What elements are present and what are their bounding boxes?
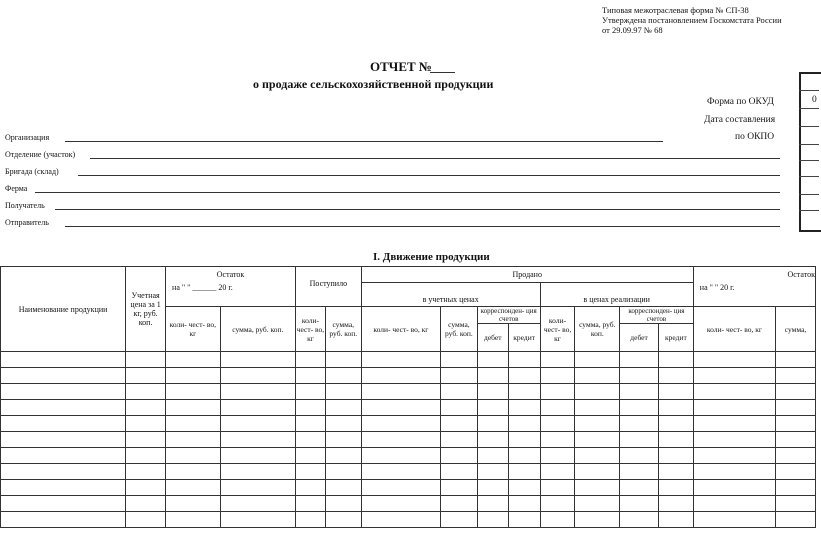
table-cell[interactable] (540, 400, 575, 416)
col-end-qty: коли- чест- во, кг (693, 307, 775, 352)
header-balance-start (166, 267, 296, 283)
table-cell[interactable] (693, 432, 775, 448)
table-cell[interactable] (620, 496, 659, 512)
table-cell[interactable] (1, 416, 126, 432)
table-cell[interactable] (220, 416, 295, 432)
table-cell[interactable] (361, 448, 440, 464)
table-cell[interactable] (658, 464, 693, 480)
table-row (1, 496, 816, 512)
table-cell[interactable] (693, 352, 775, 368)
table-cell[interactable] (508, 448, 540, 464)
table-cell[interactable] (441, 384, 478, 400)
table-cell[interactable] (776, 384, 816, 400)
codes-row-divider (799, 90, 819, 91)
section-title: I. Движение продукции (373, 251, 490, 263)
table-cell[interactable] (441, 416, 478, 432)
table-cell[interactable] (166, 480, 221, 496)
table-cell[interactable] (508, 432, 540, 448)
table-cell[interactable] (220, 512, 295, 528)
table-cell[interactable] (776, 512, 816, 528)
table-cell[interactable] (126, 400, 166, 416)
table-cell[interactable] (325, 400, 361, 416)
table-cell[interactable] (325, 352, 361, 368)
codes-row-divider (799, 176, 819, 177)
table-cell[interactable] (166, 416, 221, 432)
col-acc-sum: сумма, руб. коп. (441, 307, 478, 352)
table-cell[interactable] (776, 480, 816, 496)
table-cell[interactable] (575, 448, 620, 464)
table-cell[interactable] (575, 496, 620, 512)
table-cell[interactable] (1, 480, 126, 496)
table-cell[interactable] (477, 400, 508, 416)
table-cell[interactable] (126, 464, 166, 480)
col-received-qty: коли- чест- во, кг (296, 307, 326, 352)
table-cell[interactable] (325, 480, 361, 496)
table-cell[interactable] (1, 496, 126, 512)
table-cell[interactable] (441, 448, 478, 464)
table-cell[interactable] (620, 400, 659, 416)
balance-end-label: Остаток (787, 270, 815, 280)
table-row (1, 448, 816, 464)
table-cell[interactable] (441, 432, 478, 448)
table-cell[interactable] (1, 368, 126, 384)
col-real-sum: сумма, руб. коп. (575, 307, 620, 352)
table-cell[interactable] (296, 416, 326, 432)
table-cell[interactable] (508, 480, 540, 496)
codes-row-divider (799, 108, 819, 109)
table-cell[interactable] (296, 352, 326, 368)
table-cell[interactable] (575, 464, 620, 480)
table-cell[interactable] (441, 464, 478, 480)
table-cell[interactable] (620, 416, 659, 432)
table-cell[interactable] (658, 480, 693, 496)
table-cell[interactable] (1, 432, 126, 448)
table-cell[interactable] (220, 352, 295, 368)
table-cell[interactable] (508, 352, 540, 368)
table-cell[interactable] (508, 368, 540, 384)
header-product-name: Наименование продукции (1, 267, 126, 352)
table-cell[interactable] (776, 496, 816, 512)
col-acc-corr: корреспонден- ция счетов (477, 307, 540, 324)
header-received: Поступило (296, 267, 362, 307)
recipient-field[interactable] (55, 209, 780, 210)
farm-label: Ферма (5, 184, 28, 193)
table-cell[interactable] (620, 432, 659, 448)
table-cell[interactable] (620, 384, 659, 400)
table-cell[interactable] (361, 352, 440, 368)
table-cell[interactable] (296, 432, 326, 448)
table-cell[interactable] (1, 352, 126, 368)
table-cell[interactable] (620, 352, 659, 368)
table-cell[interactable] (220, 464, 295, 480)
table-cell[interactable] (441, 512, 478, 528)
table-cell[interactable] (540, 432, 575, 448)
table-cell[interactable] (166, 400, 221, 416)
table-cell[interactable] (325, 496, 361, 512)
table-cell[interactable] (166, 496, 221, 512)
report-subtitle: о продаже сельскохозяйственной продукции (253, 77, 494, 91)
table-cell[interactable] (166, 368, 221, 384)
table-cell[interactable] (540, 384, 575, 400)
table-cell[interactable] (776, 464, 816, 480)
sender-field[interactable] (65, 226, 780, 227)
table-cell[interactable] (776, 432, 816, 448)
table-cell[interactable] (620, 464, 659, 480)
table-cell[interactable] (166, 464, 221, 480)
table-cell[interactable] (296, 368, 326, 384)
okud-label: Форма по ОКУД (707, 97, 774, 107)
table-cell[interactable] (477, 368, 508, 384)
table-cell[interactable] (693, 368, 775, 384)
table-row (1, 384, 816, 400)
report-title: ОТЧЕТ № (370, 59, 432, 74)
table-cell[interactable] (658, 400, 693, 416)
table-cell[interactable] (620, 368, 659, 384)
table-cell[interactable] (477, 416, 508, 432)
col-end-sum: сумма, (776, 307, 816, 352)
table-cell[interactable] (361, 496, 440, 512)
table-cell[interactable] (361, 400, 440, 416)
table-cell[interactable] (776, 416, 816, 432)
table-cell[interactable] (126, 496, 166, 512)
table-cell[interactable] (693, 480, 775, 496)
table-cell[interactable] (540, 352, 575, 368)
table-cell[interactable] (776, 368, 816, 384)
sender-label: Отправитель (5, 218, 49, 227)
table-cell[interactable] (325, 432, 361, 448)
table-cell[interactable] (126, 432, 166, 448)
table-cell[interactable] (658, 384, 693, 400)
table-cell[interactable] (126, 368, 166, 384)
table-cell[interactable] (575, 352, 620, 368)
table-cell[interactable] (296, 512, 326, 528)
table-cell[interactable] (220, 480, 295, 496)
table-cell[interactable] (540, 464, 575, 480)
table-cell[interactable] (477, 352, 508, 368)
table-row (1, 352, 816, 368)
table-cell[interactable] (540, 512, 575, 528)
table-cell[interactable] (325, 384, 361, 400)
table-cell[interactable] (620, 480, 659, 496)
table-cell[interactable] (540, 368, 575, 384)
table-cell[interactable] (693, 512, 775, 528)
brigade-field[interactable] (78, 175, 780, 176)
table-cell[interactable] (126, 416, 166, 432)
brigade-label: Бригада (склад) (5, 167, 59, 176)
table-cell[interactable] (296, 496, 326, 512)
table-cell[interactable] (296, 448, 326, 464)
table-cell[interactable] (620, 512, 659, 528)
table-cell[interactable] (693, 416, 775, 432)
table-cell[interactable] (477, 480, 508, 496)
table-cell[interactable] (126, 448, 166, 464)
table-cell[interactable] (166, 384, 221, 400)
table-cell[interactable] (477, 464, 508, 480)
table-cell[interactable] (361, 480, 440, 496)
farm-field[interactable] (35, 192, 780, 193)
table-cell[interactable] (658, 352, 693, 368)
table-cell[interactable] (441, 480, 478, 496)
table-cell[interactable] (508, 416, 540, 432)
table-cell[interactable] (325, 512, 361, 528)
table-cell[interactable] (508, 512, 540, 528)
table-cell[interactable] (296, 464, 326, 480)
table-cell[interactable] (296, 384, 326, 400)
table-cell[interactable] (166, 352, 221, 368)
table-row (1, 368, 816, 384)
table-cell[interactable] (361, 368, 440, 384)
table-row (1, 432, 816, 448)
table-cell[interactable] (575, 432, 620, 448)
table-cell[interactable] (441, 368, 478, 384)
col-acc-credit: кредит (508, 324, 540, 352)
table-cell[interactable] (1, 384, 126, 400)
col-real-qty: коли- чест- во, кг (540, 307, 575, 352)
report-number-line (430, 72, 455, 73)
table-cell[interactable] (126, 352, 166, 368)
table-row (1, 464, 816, 480)
okpo-label: по ОКПО (735, 132, 775, 142)
table-cell[interactable] (220, 496, 295, 512)
codes-row-divider (799, 160, 819, 161)
header-balance-end (693, 267, 815, 283)
table-cell[interactable] (620, 448, 659, 464)
table-cell[interactable] (540, 416, 575, 432)
header-sold-accounting: в учетных ценах (361, 283, 540, 307)
table-cell[interactable] (575, 384, 620, 400)
movement-table (0, 266, 816, 528)
col-acc-qty: коли- чест- во, кг (361, 307, 440, 352)
table-cell[interactable] (477, 448, 508, 464)
table-cell[interactable] (575, 368, 620, 384)
table-cell[interactable] (220, 400, 295, 416)
table-cell[interactable] (220, 368, 295, 384)
codes-row-divider (799, 126, 819, 127)
table-cell[interactable] (325, 464, 361, 480)
table-cell[interactable] (575, 416, 620, 432)
department-field[interactable] (90, 158, 780, 159)
table-cell[interactable] (296, 480, 326, 496)
table-cell[interactable] (441, 496, 478, 512)
table-cell[interactable] (296, 400, 326, 416)
table-cell[interactable] (1, 464, 126, 480)
table-cell[interactable] (693, 464, 775, 480)
col-acc-debit: дебет (477, 324, 508, 352)
balance-start-date: на " " ______ 20 г. (166, 283, 296, 307)
balance-end-date: на " " 20 г. (693, 283, 815, 307)
header-price: Учетная цена за 1 кг, руб. коп. (126, 267, 166, 352)
table-cell[interactable] (508, 496, 540, 512)
table-cell[interactable] (658, 432, 693, 448)
table-cell[interactable] (361, 416, 440, 432)
table-cell[interactable] (658, 448, 693, 464)
approval-line: Утверждена постановлением Госкомстата России (602, 15, 782, 25)
organization-label: Организация (5, 133, 50, 142)
department-label: Отделение (участок) (5, 150, 76, 159)
header-sold-realization: в ценах реализации (540, 283, 693, 307)
table-cell[interactable] (693, 448, 775, 464)
table-cell[interactable] (540, 448, 575, 464)
col-balance-qty: коли- чест- во, кг (166, 307, 221, 352)
date-label: Дата составления (704, 115, 776, 125)
table-cell[interactable] (441, 352, 478, 368)
table-cell[interactable] (441, 400, 478, 416)
table-cell[interactable] (776, 448, 816, 464)
table-row (1, 400, 816, 416)
col-real-credit: кредит (658, 324, 693, 352)
table-cell[interactable] (508, 384, 540, 400)
okud-code-value: 0 (812, 95, 817, 105)
organization-field[interactable] (65, 141, 663, 142)
table-cell[interactable] (693, 496, 775, 512)
col-real-corr: корреспонден- ция счетов (620, 307, 694, 324)
codes-box (799, 72, 821, 232)
col-received-sum: сумма, руб. коп. (325, 307, 361, 352)
table-cell[interactable] (361, 432, 440, 448)
table-cell[interactable] (540, 480, 575, 496)
table-cell[interactable] (325, 368, 361, 384)
table-cell[interactable] (658, 496, 693, 512)
table-cell[interactable] (126, 480, 166, 496)
table-cell[interactable] (575, 400, 620, 416)
header-sold: Продано (361, 267, 693, 283)
balance-label: Остаток (216, 270, 245, 280)
table-cell[interactable] (126, 512, 166, 528)
table-cell[interactable] (776, 352, 816, 368)
approval-date-line: от 29.09.97 № 68 (602, 25, 663, 35)
table-cell[interactable] (325, 448, 361, 464)
table-cell[interactable] (166, 448, 221, 464)
table-cell[interactable] (693, 384, 775, 400)
table-cell[interactable] (477, 432, 508, 448)
table-row (1, 512, 816, 528)
table-cell[interactable] (693, 400, 775, 416)
codes-row-divider (799, 210, 819, 211)
codes-row-divider (799, 194, 819, 195)
codes-row-divider (799, 144, 819, 145)
col-real-debit: дебет (620, 324, 659, 352)
table-cell[interactable] (776, 400, 816, 416)
table-row (1, 480, 816, 496)
table-cell[interactable] (220, 448, 295, 464)
table-cell[interactable] (220, 432, 295, 448)
table-row (1, 416, 816, 432)
table-cell[interactable] (658, 416, 693, 432)
table-cell[interactable] (575, 480, 620, 496)
table-cell[interactable] (540, 496, 575, 512)
table-cell[interactable] (658, 368, 693, 384)
recipient-label: Получатель (5, 201, 45, 210)
table-cell[interactable] (1, 400, 126, 416)
form-type-line: Типовая межотраслевая форма № СП-38 (602, 5, 749, 15)
table-cell[interactable] (477, 512, 508, 528)
col-balance-sum: сумма, руб. коп. (220, 307, 295, 352)
table-cell[interactable] (658, 512, 693, 528)
table-cell[interactable] (361, 512, 440, 528)
table-cell[interactable] (126, 384, 166, 400)
table-cell[interactable] (477, 384, 508, 400)
table-cell[interactable] (325, 416, 361, 432)
table-cell[interactable] (508, 464, 540, 480)
table-cell[interactable] (361, 464, 440, 480)
table-cell[interactable] (477, 496, 508, 512)
table-cell[interactable] (220, 384, 295, 400)
table-cell[interactable] (166, 432, 221, 448)
table-cell[interactable] (508, 400, 540, 416)
table-cell[interactable] (1, 448, 126, 464)
table-cell[interactable] (361, 384, 440, 400)
table-cell[interactable] (575, 512, 620, 528)
table-cell[interactable] (1, 512, 126, 528)
table-cell[interactable] (166, 512, 221, 528)
